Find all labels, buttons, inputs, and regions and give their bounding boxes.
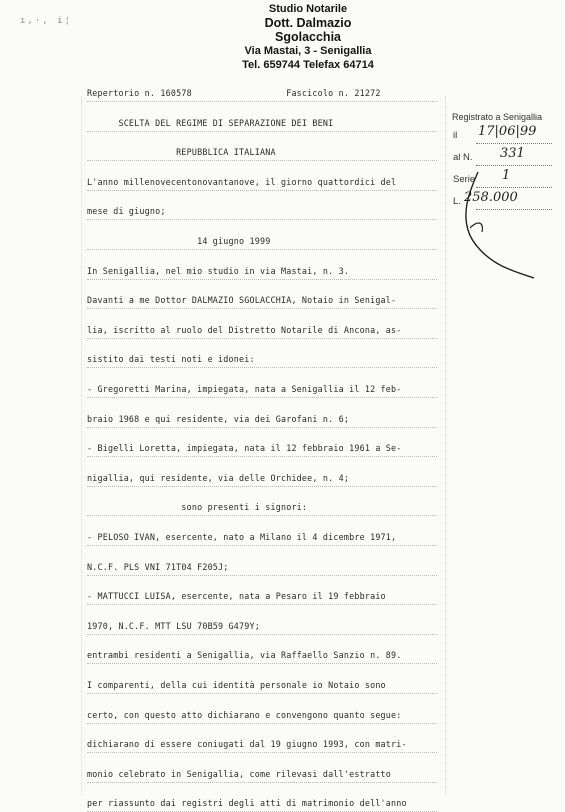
line-rule <box>87 367 437 368</box>
letterhead-stamp <box>238 2 378 72</box>
registration-num-label: al N. <box>453 152 473 163</box>
line-rule <box>87 308 437 309</box>
registration-serie-value: 1 <box>502 168 511 183</box>
registration-il-label: il <box>453 130 458 141</box>
registration-il-value: 17|06|99 <box>478 124 537 139</box>
corner-mark: ı,·, i¦ <box>20 16 72 26</box>
letterhead-address: Via Mastai, 3 - Senigallia <box>244 45 372 57</box>
letterhead-phone: Tel. 659744 Telefax 64714 <box>242 59 374 71</box>
line-rule <box>87 131 437 132</box>
deed-line: In Senigallia, nel mio studio in via Mastai, n. 3. <box>87 265 350 276</box>
letterhead-notary: Dott. Dalmazio Sgolacchia <box>264 16 352 44</box>
deed-line: L'anno millenovecentonovantanove, il giorno quattordici del <box>87 176 397 187</box>
letterhead-studio: Studio Notarile <box>268 3 348 15</box>
line-rule <box>87 427 437 428</box>
registration-title: Registrato a Senigallia <box>452 112 543 122</box>
line-rule <box>87 397 437 398</box>
line-rule <box>87 219 437 220</box>
deed-line: certo, con questo atto dichiarano e convengono quanto segue: <box>87 709 402 720</box>
deed-line: - Gregoretti Marina, impiegata, nata a Senigallia il 12 feb- <box>87 384 402 394</box>
deed-line: N.C.F. PLS VNI 71T04 F205J; <box>87 561 229 572</box>
deed-line: dichiarano di essere coniugati dal 19 giugno 1993, con matri- <box>87 739 407 750</box>
line-rule <box>87 456 437 457</box>
right-margin-rule <box>445 96 446 796</box>
line-rule <box>87 101 437 102</box>
deed-line: mese di giugno; <box>87 206 166 217</box>
deed-line: nigallia, qui residente, via delle Orchidee, n. 4; <box>87 472 350 483</box>
line-rule <box>87 249 437 250</box>
deed-line: 1970, N.C.F. MTT LSU 70B59 G479Y; <box>87 620 260 631</box>
registration-lire-value: 258.000 <box>464 190 518 205</box>
line-rule <box>87 279 437 280</box>
line-rule <box>87 545 437 546</box>
deed-line: REPUBBLICA ITALIANA <box>87 147 276 158</box>
line-rule <box>87 723 437 724</box>
deed-line: sistito dai testi noti e idonei: <box>87 354 255 365</box>
line-rule <box>87 486 437 487</box>
line-rule <box>87 575 437 576</box>
deed-line: per riassunto dai registri degli atti di matrimonio dell'anno <box>87 798 407 809</box>
line-rule <box>87 604 437 605</box>
deed-line: braio 1968 e qui residente, via dei Garofani n. 6; <box>87 413 350 424</box>
left-margin-rule <box>81 96 82 796</box>
deed-line: sono presenti i signori: <box>87 502 308 513</box>
registration-num-value: 331 <box>500 146 525 161</box>
deed-line: SCELTA DEL REGIME DI SEPARAZIONE DEI BENI <box>87 117 334 128</box>
deed-line: monio celebrato in Senigallia, come rilevasi dall'estratto <box>87 768 392 779</box>
deed-line: Repertorio n. 160578 Fascicolo n. 21272 <box>87 88 381 98</box>
line-rule <box>87 160 437 161</box>
line-rule <box>87 190 437 191</box>
deed-line: Davanti a me Dottor DALMAZIO SGOLACCHIA, Notaio in Senigal- <box>87 295 397 306</box>
line-rule <box>87 752 437 753</box>
registrar-signature <box>448 170 548 280</box>
deed-line: - PELOSO IVAN, esercente, nato a Milano il 4 dicembre 1971, <box>87 532 397 542</box>
deed-line: lia, iscritto al ruolo del Distretto Notarile di Ancona, as- <box>87 324 402 335</box>
deed-line: - MATTUCCI LUISA, esercente, nata a Pesaro il 19 febbraio <box>87 591 386 602</box>
deed-line: I comparenti, della cui identità personale io Notaio sono <box>87 680 386 690</box>
line-rule <box>87 782 437 783</box>
deed-line: entrambi residenti a Senigallia, via Raffaello Sanzio n. 89. <box>87 650 402 661</box>
registration-serie-label: Serie <box>453 174 476 185</box>
line-rule <box>87 634 437 635</box>
registration-lire-label: L. <box>453 196 461 207</box>
line-rule <box>87 515 437 516</box>
line-rule <box>87 693 437 694</box>
deed-line: 14 giugno 1999 <box>87 236 271 246</box>
line-rule <box>87 663 437 664</box>
line-rule <box>87 338 437 339</box>
deed-line: - Bigelli Loretta, impiegata, nata il 12 febbraio 1961 a Se- <box>87 443 402 454</box>
